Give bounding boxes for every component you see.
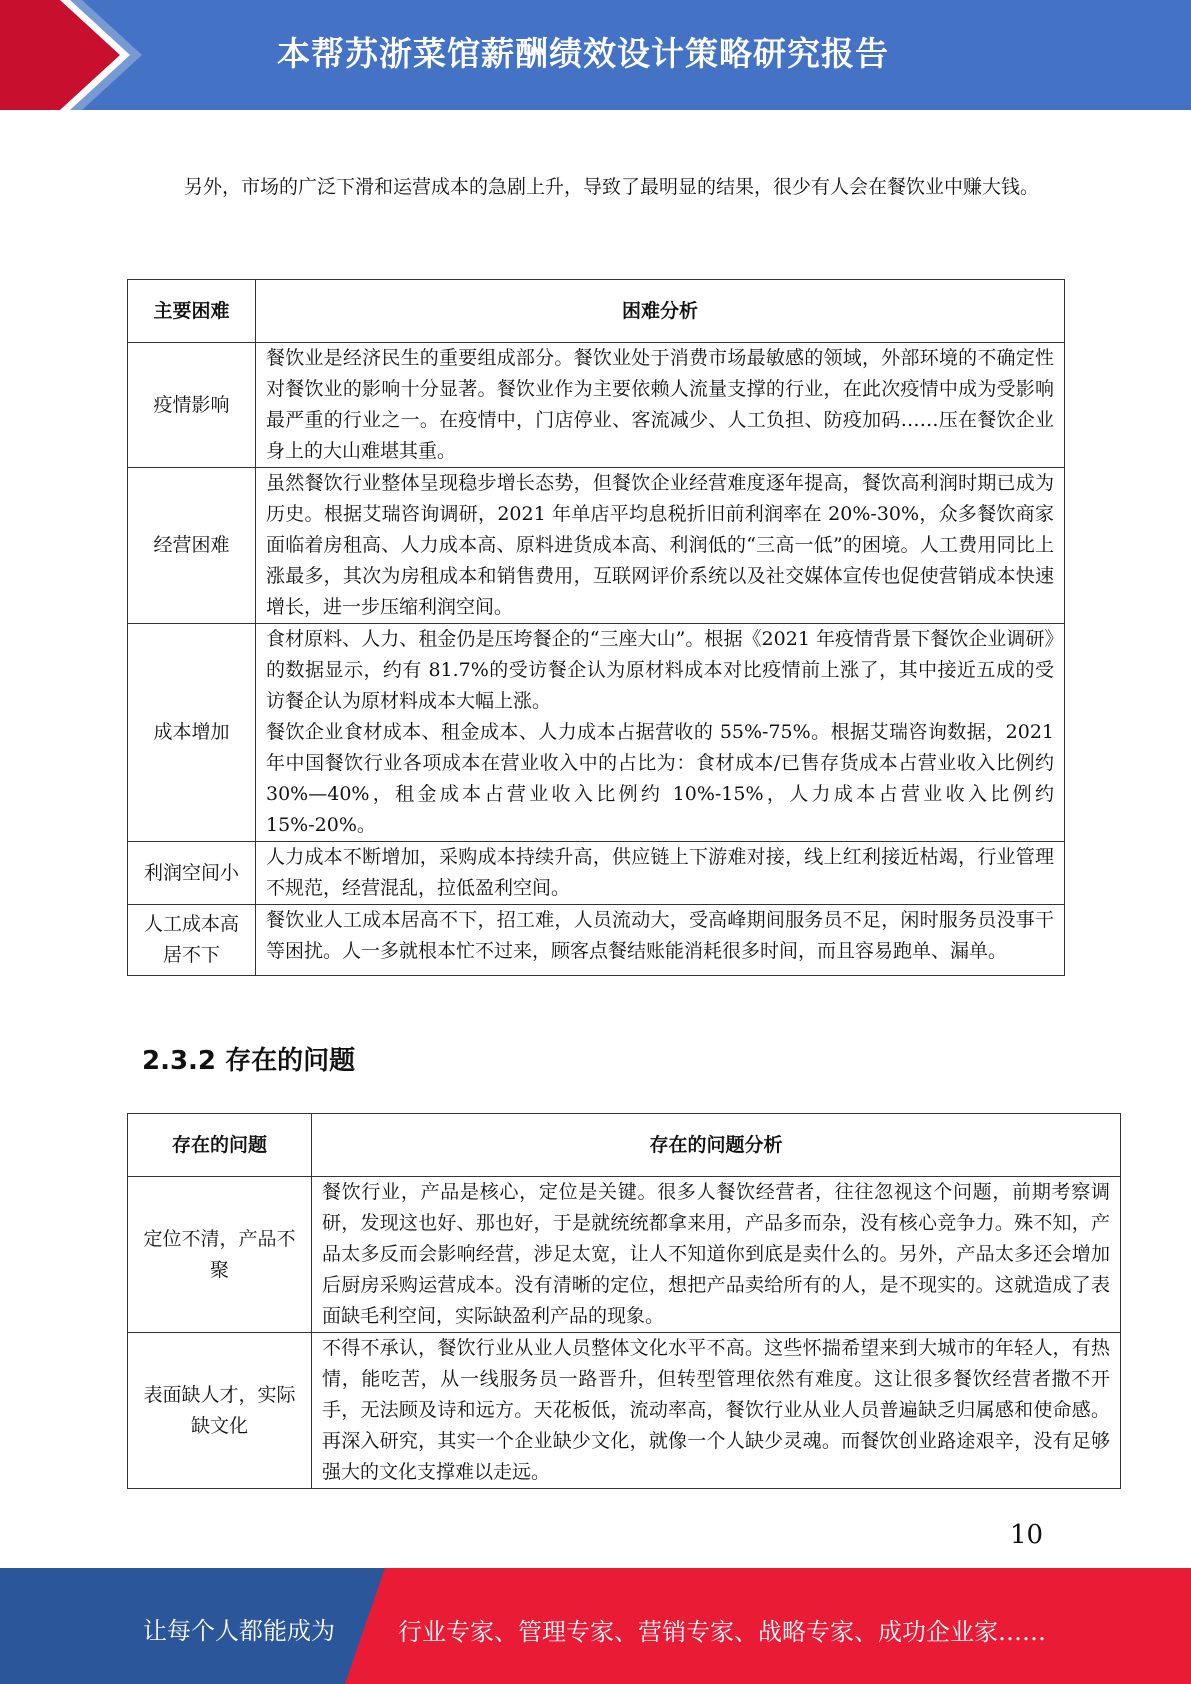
table-row — [128, 624, 1065, 842]
row-analysis — [312, 1177, 1121, 1333]
analysis-paragraph: 餐饮业是经济民生的重要组成部分。餐饮业处于消费市场最敏感的领域，外部环境的不确定性对餐饮业的影响十分显著。餐饮业作为主要依赖人流量支撑的行业，在此次疫情中成为受影响最严重的行业之一。在疫情中，门店停业、客流减少、人工负担、防疫加码……压在餐饮企业身上的大山难堪其重。 — [266, 347, 1054, 462]
column-header: 存在的问题 — [128, 1114, 312, 1177]
row-analysis — [312, 1333, 1121, 1489]
analysis-paragraph: 餐饮业人工成本居高不下，招工难，人员流动大，受高峰期间服务员不足，闲时服务员没事干等困扰。人一多就根本忙不过来，顾客点餐结账能消耗很多时间，而且容易跑单、漏单。 — [266, 909, 1054, 962]
footer-slogan-right: 行业专家、管理专家、营销专家、战略专家、成功企业家…… — [398, 1618, 1046, 1646]
column-header: 存在的问题分析 — [312, 1114, 1121, 1177]
footer-slogan-left: 让每个人都能成为 — [143, 1617, 335, 1645]
table-row — [128, 842, 1065, 905]
analysis-paragraph: 餐饮企业食材成本、租金成本、人力成本占据营收的 55%-75%。根据艾瑞咨询数据，2021 年中国餐饮行业各项成本在营业收入中的占比为：食材成本/已售存货成本占营业收入比例约 30%—40%，租金成本占营业收入比例约 10%-15%，人力成本占营业收入比例约 15%-20%。 — [266, 721, 1054, 836]
table-header-row — [128, 1114, 1121, 1177]
row-key: 经营困难 — [128, 468, 256, 624]
page-number: 10 — [1010, 1520, 1044, 1550]
analysis-paragraph: 食材原料、人力、租金仍是压垮餐企的“三座大山”。根据《2021 年疫情背景下餐饮企业调研》的数据显示，约有 81.7%的受访餐企认为原材料成本对比疫情前上涨了，其中接近五成的受访餐企认为原材料成本大幅上涨。 — [266, 628, 1054, 712]
row-key: 成本增加 — [128, 624, 256, 842]
row-analysis — [256, 343, 1065, 468]
row-key: 疫情影响 — [128, 343, 256, 468]
analysis-paragraph: 虽然餐饮行业整体呈现稳步增长态势，但餐饮企业经营难度逐年提高，餐饮高利润时期已成为历史。根据艾瑞咨询调研，2021 年单店平均息税折旧前利润率在 20%-30%，众多餐饮商家面临着房租高、人力成本高、原料进货成本高、利润低的“三高一低”的困境。人工费用同比上涨最多，其次为房租成本和销售费用，互联网评价系统以及社交媒体宣传也促使营销成本快速增长，进一步压缩利润空间。 — [266, 472, 1054, 618]
table-row — [128, 1333, 1121, 1489]
problems-table — [127, 1113, 1121, 1489]
table-row — [128, 1177, 1121, 1333]
row-key: 利润空间小 — [128, 842, 256, 905]
intro-paragraph: 另外，市场的广泛下滑和运营成本的急剧上升，导致了最明显的结果，很少有人会在餐饮业中赚大钱。 — [184, 176, 1040, 198]
row-analysis — [256, 624, 1065, 842]
analysis-paragraph: 餐饮行业，产品是核心，定位是关键。很多人餐饮经营者，往往忽视这个问题，前期考察调研，发现这也好、那也好，于是就统统都拿来用，产品多而杂，没有核心竞争力。殊不知，产品太多反而会影响经营，涉足太宽，让人不知道你到底是卖什么的。另外，产品太多还会增加后厨房采购运营成本。没有清晰的定位，想把产品卖给所有的人，是不现实的。这就造成了表面缺毛利空间，实际缺盈利产品的现象。 — [322, 1181, 1110, 1327]
table-row — [128, 343, 1065, 468]
row-analysis — [256, 905, 1065, 976]
row-key: 人工成本高居不下 — [128, 905, 256, 976]
difficulties-table — [127, 279, 1065, 976]
report-title: 本帮苏浙菜馆薪酬绩效设计策略研究报告 — [277, 34, 889, 73]
section-heading: 2.3.2 存在的问题 — [142, 1046, 356, 1076]
page-header — [0, 0, 1191, 110]
header-chevron-decoration — [0, 0, 300, 110]
page-footer — [0, 1568, 1191, 1684]
table-row — [128, 905, 1065, 976]
analysis-paragraph: 人力成本不断增加，采购成本持续升高，供应链上下游难对接，线上红利接近枯竭，行业管理不规范，经营混乱，拉低盈利空间。 — [266, 846, 1054, 899]
analysis-paragraph: 不得不承认，餐饮行业从业人员整体文化水平不高。这些怀揣希望来到大城市的年轻人，有热情，能吃苦，从一线服务员一路晋升，但转型管理依然有难度。这让很多餐饮经营者撒不开手，无法顾及诗和远方。天花板低，流动率高，餐饮行业从业人员普遍缺乏归属感和使命感。再深入研究，其实一个企业缺少文化，就像一个人缺少灵魂。而餐饮创业路途艰辛，没有足够强大的文化支撑难以走远。 — [322, 1337, 1110, 1483]
column-header: 主要困难 — [128, 280, 256, 343]
table-header-row — [128, 280, 1065, 343]
row-key: 表面缺人才，实际缺文化 — [128, 1333, 312, 1489]
row-analysis — [256, 842, 1065, 905]
column-header: 困难分析 — [256, 280, 1065, 343]
row-key: 定位不清，产品不聚 — [128, 1177, 312, 1333]
row-analysis — [256, 468, 1065, 624]
table-row — [128, 468, 1065, 624]
